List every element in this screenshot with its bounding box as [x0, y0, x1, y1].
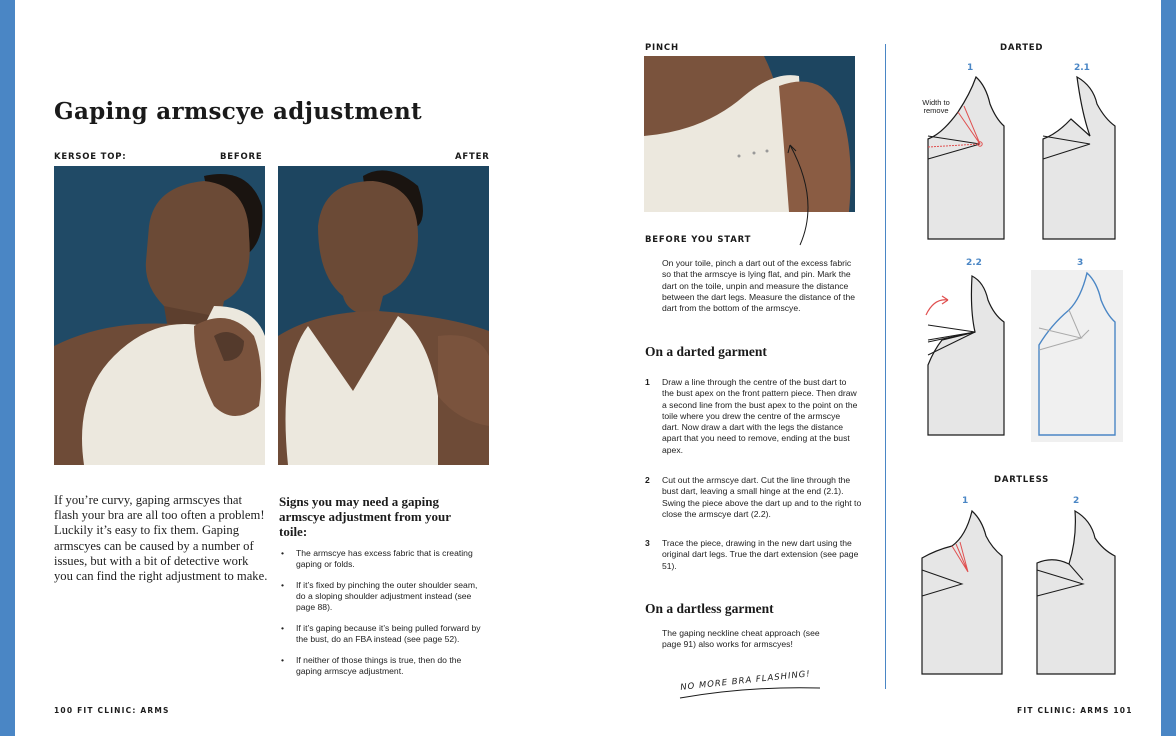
pinch-label: PINCH — [645, 43, 679, 53]
pattern-piece-darted-2-2 — [920, 270, 1010, 438]
step-number: 3 — [645, 538, 650, 548]
list-item: • If it’s fixed by pinching the outer shoulder seam, do a sloping shoulder adjustment instead (see page 88). — [281, 579, 478, 613]
darted-heading: On a darted garment — [645, 344, 767, 359]
figure-number: 2.1 — [1074, 63, 1090, 73]
pattern-piece-darted-1 — [920, 74, 1010, 242]
kersoe-label: KERSOE TOP: — [54, 152, 127, 162]
right-footer: FIT CLINIC: ARMS 101 — [1017, 706, 1133, 715]
bullet-icon: • — [281, 654, 285, 665]
before-start-text: On your toile, pinch a dart out of the excess fabric so that the armscye is lying flat, and pin. Mark the dart on the toile, unpin and measure the distance between the dart legs. Measure the distance of the dart from the bottom of the armscye. — [662, 258, 856, 314]
pattern-piece-darted-3 — [1031, 270, 1123, 442]
list-item: • If it’s gaping because it’s being pulled forward by the bust, do an FBA instead (see page 52). — [281, 623, 481, 645]
list-item: • If neither of those things is true, then do the gaping armscye adjustment. — [281, 654, 462, 677]
pattern-piece-dartless-2 — [1033, 508, 1123, 678]
darted-label: DARTED — [1000, 43, 1044, 53]
after-photo — [278, 166, 489, 465]
pattern-piece-darted-2-1 — [1035, 74, 1125, 242]
figure-number: 2 — [1073, 496, 1080, 506]
step-text: Draw a line through the centre of the bust dart to the bust apex on the front pattern piece. Then draw a second line from the bust apex to the point on the toile where you drew the centre of the armscye dart. Now draw a dart with the legs the distance apart that you need to remove, ending at the bust apex. — [662, 377, 858, 455]
handwritten-note: NO MORE BRA FLASHING! — [679, 669, 812, 693]
bullet-icon: • — [281, 579, 285, 590]
column-divider — [885, 44, 886, 689]
figure-number: 2.2 — [966, 258, 982, 268]
figure-number: 1 — [962, 496, 969, 506]
step-text: Cut out the armscye dart. Cut the line through the bust dart, leaving a small hinge at the end (2.1). Swing the piece above the dart up and to the right to close the armscye dart (2.2). — [662, 475, 862, 519]
before-start-label: BEFORE YOU START — [645, 235, 752, 245]
width-annotation: Width to remove — [922, 98, 950, 115]
bullet-icon: • — [281, 623, 285, 634]
left-footer: 100 FIT CLINIC: ARMS — [54, 706, 170, 715]
before-label: BEFORE — [220, 152, 263, 162]
dartless-heading: On a dartless garment — [645, 601, 774, 616]
dartless-text: The gaping neckline cheat approach (see page 91) also works for armscyes! — [662, 628, 820, 650]
signs-list — [279, 548, 484, 687]
pointer-arrow-icon — [780, 140, 820, 250]
step-text: Trace the piece, drawing in the new dart using the original dart legs. True the dart extension (see page 51). — [662, 538, 859, 571]
pattern-piece-dartless-1 — [918, 508, 1008, 678]
before-photo — [54, 166, 265, 465]
intro-paragraph: If you’re curvy, gaping armscyes that flash your bra are all too often a problem! Luckily it’s easy to fix them. Gaping armscyes can be caused by a number of issues, but with a bit of detective work you can find the right adjustment to make. — [54, 493, 268, 584]
step-number: 2 — [645, 475, 650, 485]
figure-number: 3 — [1077, 258, 1084, 268]
bullet-icon: • — [281, 548, 285, 558]
step-number: 1 — [645, 377, 650, 387]
handwritten-underline — [678, 684, 828, 700]
list-item: • The armscye has excess fabric that is creating gaping or folds. — [281, 548, 473, 570]
after-label: AFTER — [455, 152, 490, 162]
figure-number: 1 — [967, 63, 974, 73]
pinch-photo — [644, 56, 855, 212]
page-title: Gaping armscye adjustment — [54, 98, 422, 125]
signs-heading: Signs you may need a gaping armscye adjustment from your toile: — [279, 494, 451, 539]
dartless-label: DARTLESS — [994, 475, 1050, 485]
